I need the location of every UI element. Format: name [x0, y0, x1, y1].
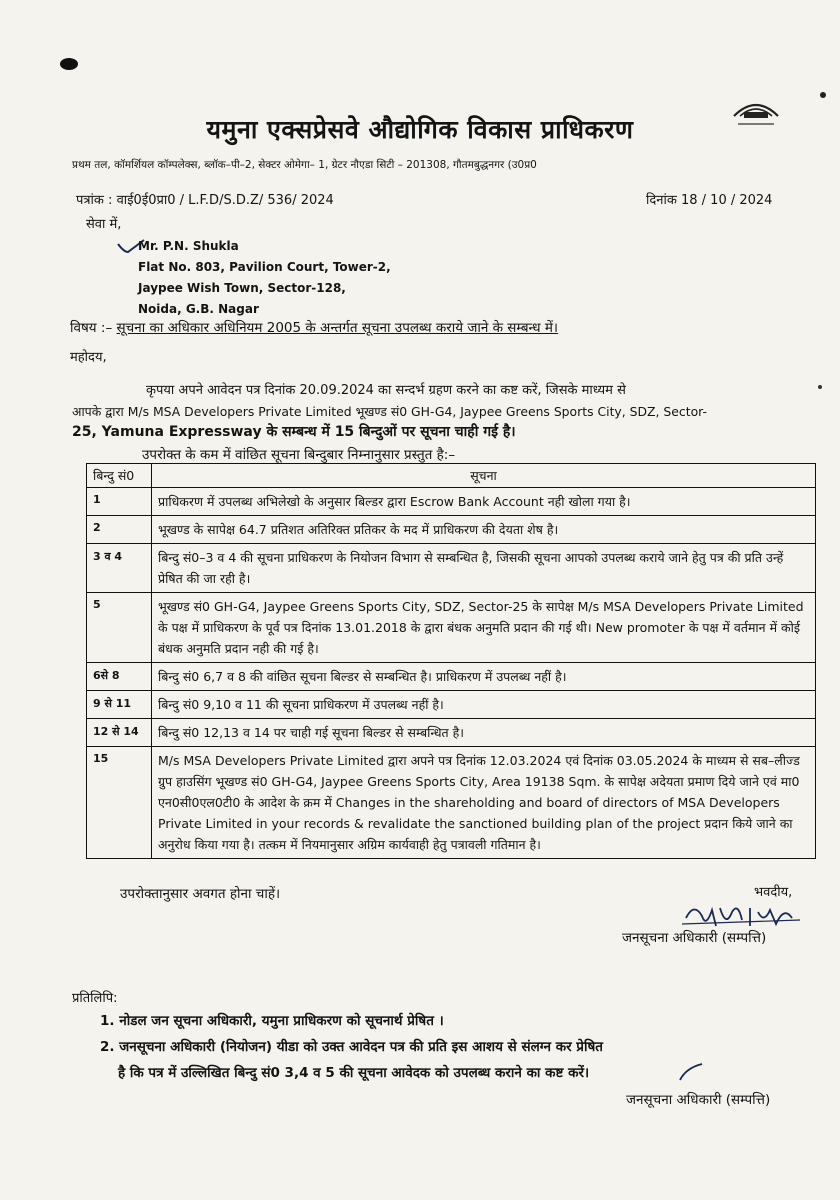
date-label: दिनांक [646, 193, 677, 208]
row-point: 9 से 11 [87, 691, 152, 719]
greeting: महोदय, [70, 350, 107, 365]
recipient-line: Noida, G.B. Nagar [138, 302, 259, 316]
row-point: 6से 8 [87, 663, 152, 691]
table-intro: उपरोक्त के कम में वांछित सूचना बिन्दुबार निम्नानुसार प्रस्तुत है:– [142, 447, 456, 463]
row-text: बिन्दु सं0 6,7 व 8 की वांछित सूचना बिल्डर से सम्बन्धित है। प्राधिकरण में उपलब्ध नहीं है। [152, 663, 816, 691]
row-point: 2 [87, 516, 152, 544]
table-row [87, 516, 816, 544]
closing-text: उपरोक्तानुसार अवगत होना चाहें। [120, 886, 281, 902]
punch-hole [60, 58, 78, 70]
page-mark [818, 385, 822, 389]
subject-line [70, 318, 558, 336]
table-row [87, 488, 816, 516]
body-paragraph [72, 380, 812, 443]
sign-off: भवदीय, [754, 885, 793, 900]
subject-text: सूचना का अधिकार अधिनियम 2005 के अन्तर्गत सूचना उपलब्ध कराये जाने के सम्बन्ध में। [116, 320, 559, 336]
table-row [87, 593, 816, 663]
subject-label: विषय :– [70, 320, 113, 336]
page-mark [820, 92, 826, 98]
list-item [100, 1034, 603, 1060]
row-text: भूखण्ड के सापेक्ष 64.7 प्रतिशत अतिरिक्त प्रतिकर के मद में प्राधिकरण की देयता शेष है। [152, 516, 816, 544]
recipient-line: Flat No. 803, Pavilion Court, Tower-2, [138, 260, 391, 274]
body-line: कृपया अपने आवेदन पत्र दिनांक 20.09.2024 का सन्दर्भ ग्रहण करने का कष्ट करें, जिसके माध्यम से [146, 383, 626, 398]
row-text: भूखण्ड सं0 GH-G4, Jaypee Greens Sports City, SDZ, Sector-25 के सापेक्ष M/s MSA Developers Private Limited के पक्ष में प्राधिकरण के पूर्व पत्र दिनांक 13.01.2018 के द्वारा बंधक अनुमति प्रदान की गई थी। New promoter के पक्ष में वर्तमान में कोई बंधक अनुमति प्रदान नही की गई है। [152, 593, 816, 663]
table-row [87, 747, 816, 859]
row-point: 15 [87, 747, 152, 859]
body-line: 25, Yamuna Expressway के सम्बन्ध में 15 बिन्दुओं पर सूचना चाही गई है। [72, 424, 516, 440]
row-text: प्राधिकरण में उपलब्ध अभिलेखो के अनुसार बिल्डर द्वारा Escrow Bank Account नही खोला गया है। [152, 488, 816, 516]
ref-label: पत्रांक : [76, 193, 113, 208]
recipient-address [138, 236, 391, 320]
row-text: M/s MSA Developers Private Limited द्वारा अपने पत्र दिनांक 12.03.2024 एवं दिनांक 03.05.2024 के माध्यम से सब–लीज्ड ग्रुप हाउसिंग भूखण्ड सं0 GH-G4, Jaypee Greens Sports City, Area 19138 Sqm. के सापेक्ष अदेयता प्रमाण दिये जाने एवं मा0 एन0सी0एल0टी0 के आदेश के क्रम में Changes in the shareholding and board of directors of MSA Developers Private Limited in your records & revalidate the sanctioned building plan of the project प्रदान किये जाने का अनुरोध किया गया है। तत्कम में नियमानुसार अग्रिम कार्यवाही हेतु पत्रावली गतिमान है। [152, 747, 816, 859]
table-row [87, 663, 816, 691]
copy-to-list [100, 1000, 603, 1086]
row-point: 5 [87, 593, 152, 663]
list-item [100, 1008, 603, 1034]
row-point: 12 से 14 [87, 719, 152, 747]
date-value: 18 / 10 / 2024 [680, 193, 773, 208]
copy-number: 1. [100, 1013, 115, 1029]
table-header-row [87, 464, 816, 488]
salutation-to: सेवा में, [86, 217, 122, 232]
row-text: बिन्दु सं0 12,13 व 14 पर चाही गई सूचना बिल्डर से सम्बन्धित है। [152, 719, 816, 747]
table-row [87, 691, 816, 719]
table-row [87, 544, 816, 593]
row-point: 3 व 4 [87, 544, 152, 593]
row-text: बिन्दु सं0 9,10 व 11 की सूचना प्राधिकरण में उपलब्ध नहीं है। [152, 691, 816, 719]
page-title: यमुना एक्सप्रेसवे औद्योगिक विकास प्राधिकरण [206, 115, 634, 144]
copy-number: 2. [100, 1039, 115, 1055]
information-table [86, 463, 816, 859]
copy-line: जनसूचना अधिकारी (नियोजन) यीडा को उक्त आवेदन पत्र की प्रति इस आशय से संलग्न कर प्रेषित [119, 1039, 603, 1055]
header-point: बिन्दु सं0 [87, 464, 152, 488]
officer-designation: जनसूचना अधिकारी (सम्पत्ति) [622, 930, 767, 946]
handwritten-mark [676, 1062, 706, 1082]
body-line: आपके द्वारा M/s MSA Developers Private Limited भूखण्ड सं0 GH-G4, Jaypee Greens Sports City, SDZ, Sector- [72, 404, 707, 419]
recipient-line: Mr. P.N. Shukla [138, 239, 239, 253]
officer-designation: जनसूचना अधिकारी (सम्पत्ति) [626, 1092, 771, 1108]
copy-line-continued: है कि पत्र में उल्लिखित बिन्दु सं0 3,4 व 5 की सूचना आवेदक को उपलब्ध कराने का कष्ट करें। [118, 1065, 590, 1081]
header-info: सूचना [152, 464, 816, 488]
letter-date [646, 190, 772, 208]
ref-value: वाई0ई0प्रा0 / L.F.D/S.D.Z/ 536/ 2024 [116, 193, 334, 208]
copy-line: नोडल जन सूचना अधिकारी, यमुना प्राधिकरण को सूचनार्थ प्रेषित । [119, 1013, 444, 1029]
table-row [87, 719, 816, 747]
row-point: 1 [87, 488, 152, 516]
copy-to-label: प्रतिलिपि: [72, 991, 118, 1006]
reference-number [76, 190, 334, 208]
recipient-line: Jaypee Wish Town, Sector-128, [138, 281, 346, 295]
office-address: प्रथम तल, कॉमर्शियल कॉम्पलेक्स, ब्लॉक–पी–2, सेक्टर ओमेगा– 1, ग्रेटर नौएडा सिटी – 201308, गौतमबुद्धनगर (उ0प्र0 [72, 159, 537, 171]
row-text: बिन्दु सं0–3 व 4 की सूचना प्राधिकरण के नियोजन विभाग से सम्बन्धित है, जिसकी सूचना आपको उपलब्ध कराये जाने हेतु पत्र की प्रति उन्हें प्रेषित की जा रही है। [152, 544, 816, 593]
